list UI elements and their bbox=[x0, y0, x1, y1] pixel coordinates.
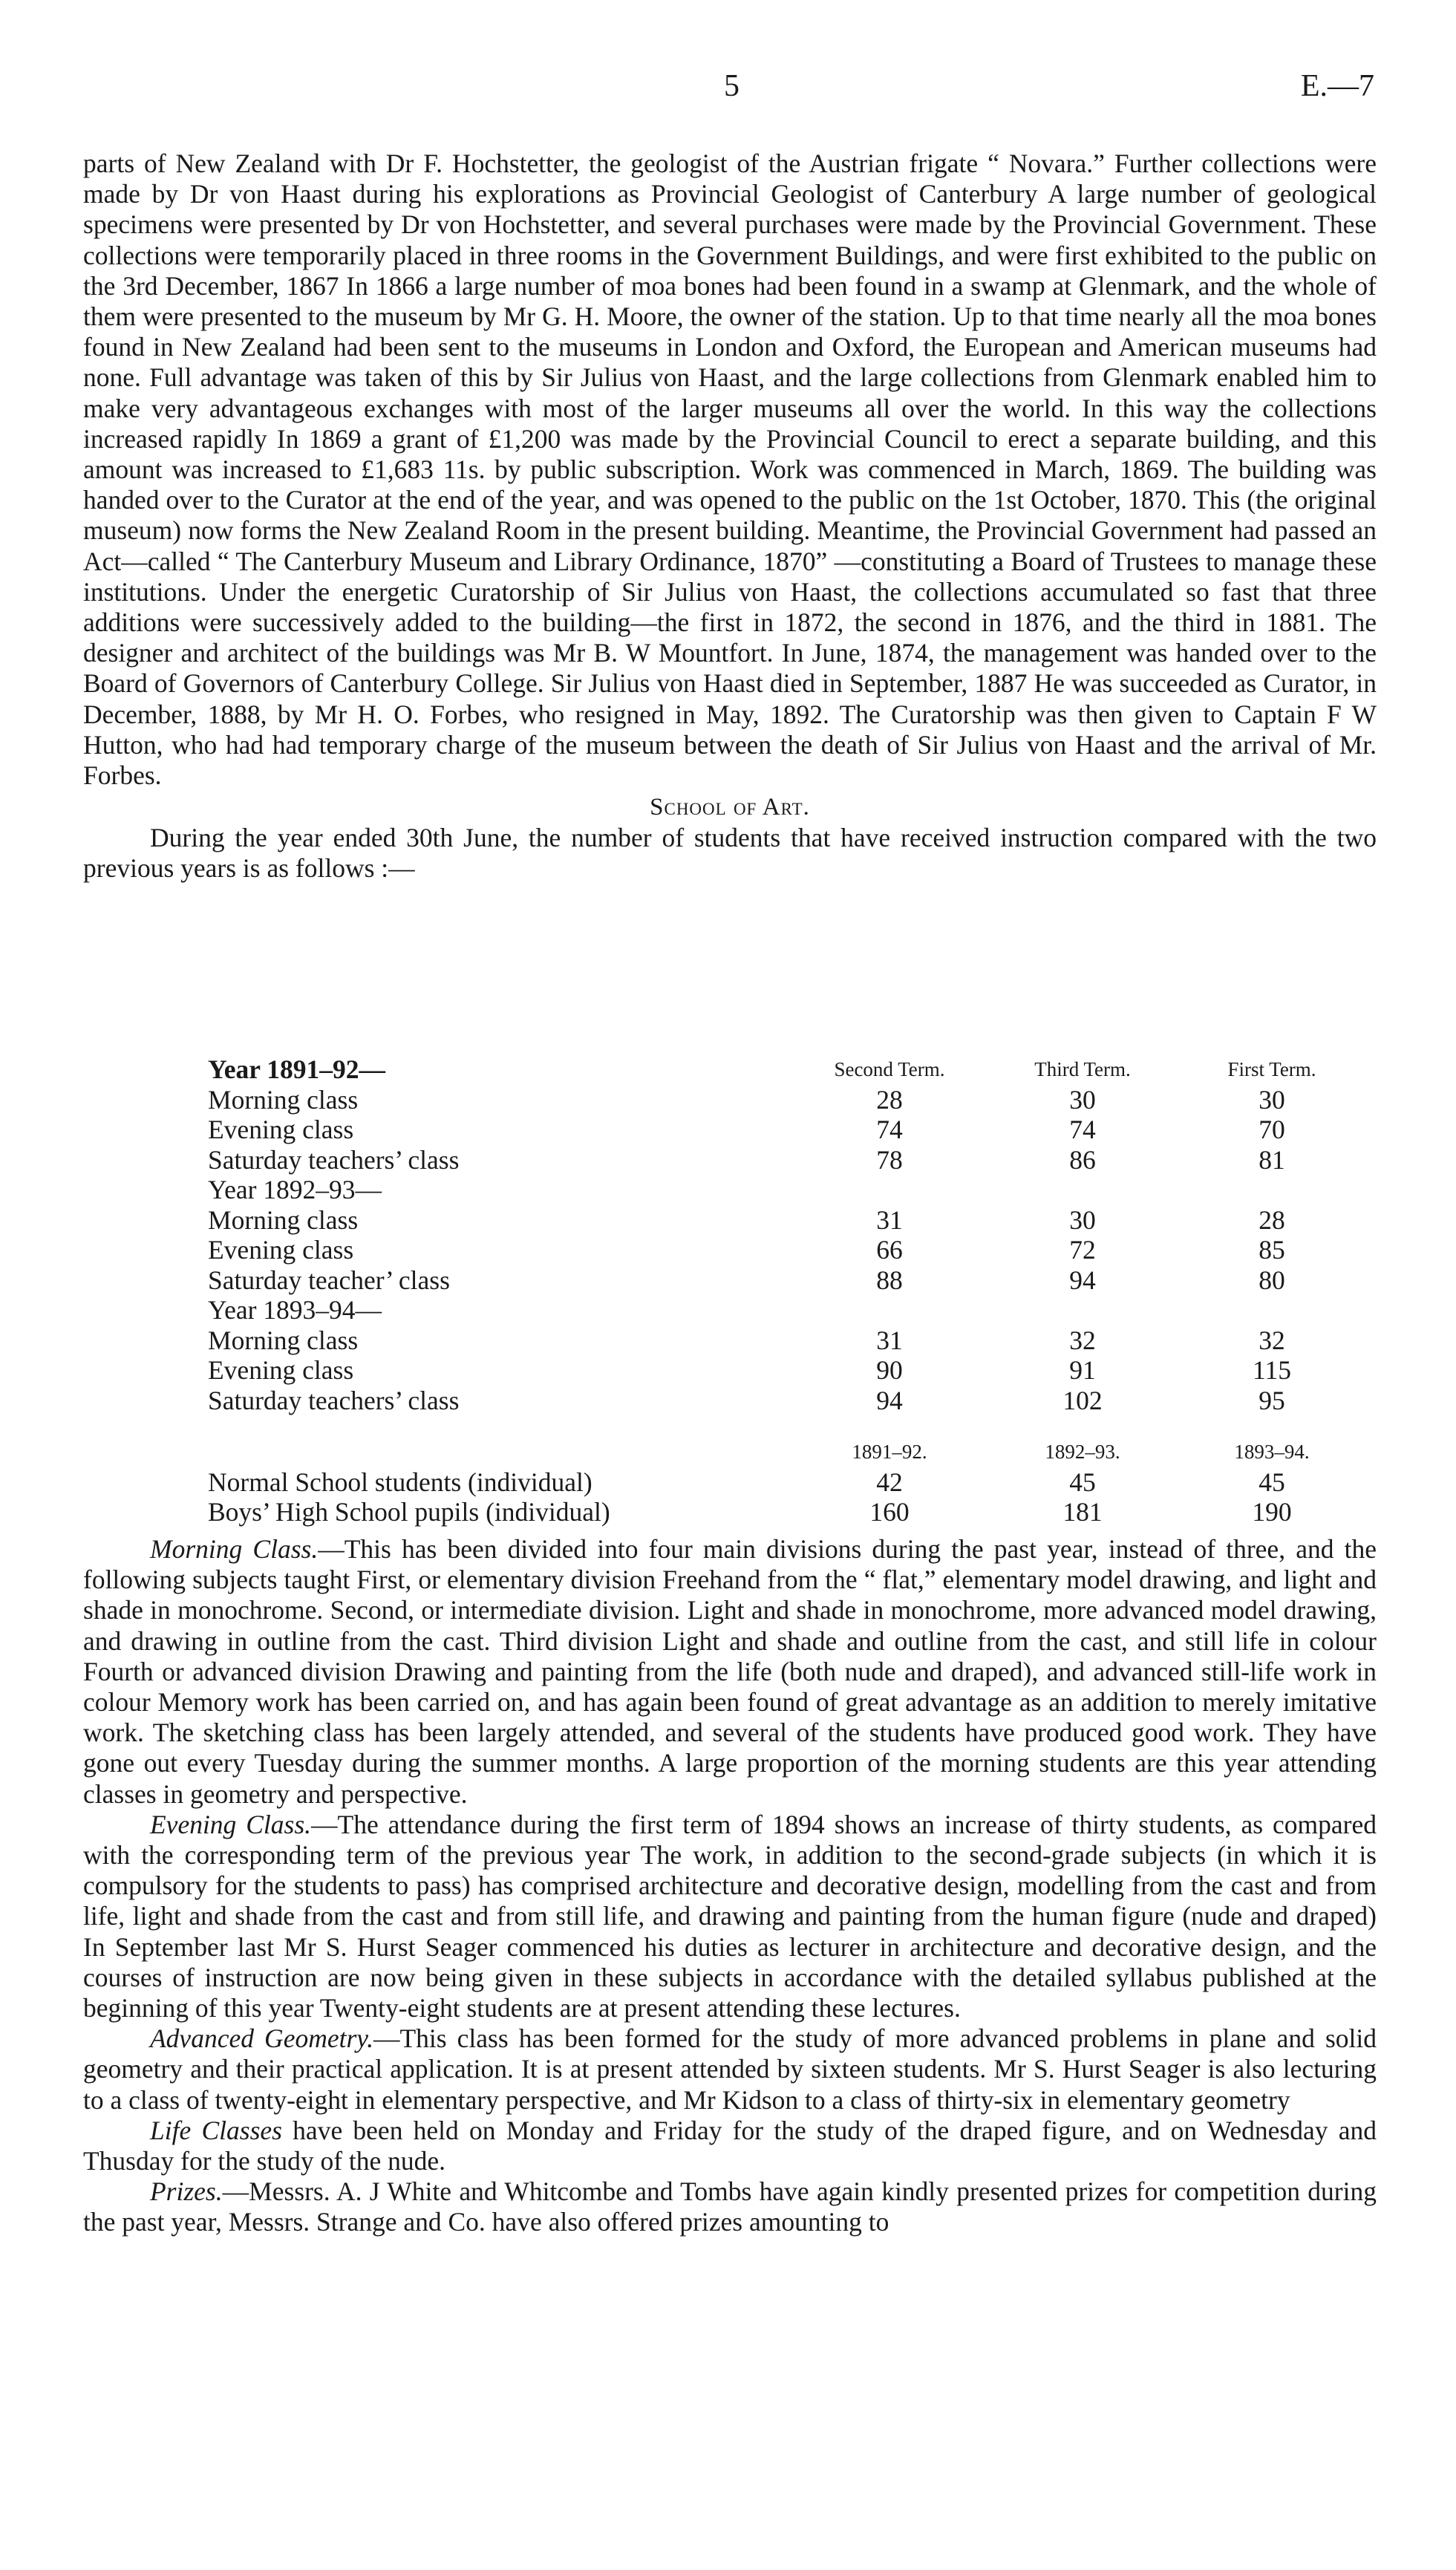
evening-class-text: —The attendance during the first term of 1894 shows an increase of thirty students, as compared with the corresponding term of the previous year The work, in addition to the second-grade subjects (in which it is compulsory for the students to pass) has comprised architecture and decorative design, modelling from the cast and from life, light and shade from the cast and from still life, and drawing and painting from the human figure (nude and draped) In September last Mr S. Hurst Seager commenced his duties as lecturer in architecture and decorative design, and the courses of instruction are now being given in these subjects in accordance with the detailed syllabus published at the beginning of this year Twenty-eight students are at present attending these lectures. bbox=[83, 1809, 1377, 2023]
prizes-text: —Messrs. A. J White and Whitcombe and Tombs have again kindly presented prizes for competition during the past year, Messrs. Strange and Co. have also offered prizes amounting to bbox=[83, 2176, 1377, 2237]
cell: 28 bbox=[1259, 1204, 1285, 1235]
cell: 31 bbox=[876, 1325, 903, 1355]
section-heading: School of Art. bbox=[650, 794, 810, 821]
cell: 88 bbox=[876, 1265, 903, 1295]
cell: 30 bbox=[1069, 1084, 1096, 1115]
advanced-geometry-text: —This class has been formed for the study of more advanced problems in plane and solid geometry and their practical application. It is at present attended by sixteen students. Mr S. Hurst Seager is also lecturing to a class of twenty-eight in elementary perspective, and Mr Kidson to a class of thirty-six in elementary geometry bbox=[83, 2023, 1377, 2115]
table-row bbox=[208, 1497, 1365, 1527]
cell: 31 bbox=[876, 1204, 903, 1235]
row-label: Evening class bbox=[208, 1115, 354, 1144]
cell: 91 bbox=[1069, 1355, 1096, 1385]
row-label: Evening class bbox=[208, 1355, 354, 1385]
cell: 94 bbox=[876, 1385, 903, 1415]
cell: 72 bbox=[1069, 1235, 1096, 1265]
individual-students-table bbox=[208, 1437, 1365, 1527]
cell: 181 bbox=[1062, 1497, 1103, 1527]
table-header-row bbox=[208, 1437, 1365, 1467]
table-row bbox=[208, 1205, 1365, 1236]
life-classes-paragraph bbox=[83, 2116, 1377, 2176]
row-label: Saturday teacher’ class bbox=[208, 1265, 450, 1295]
prizes-title: Prizes. bbox=[150, 2176, 223, 2207]
morning-class-title: Morning Class. bbox=[150, 1534, 319, 1564]
cell: 102 bbox=[1062, 1385, 1103, 1415]
table-row bbox=[208, 1355, 1365, 1386]
cell: 190 bbox=[1252, 1497, 1292, 1527]
table-row bbox=[208, 1235, 1365, 1265]
cell: 74 bbox=[876, 1115, 903, 1144]
table-row bbox=[208, 1145, 1365, 1175]
prizes-paragraph bbox=[83, 2176, 1377, 2237]
document-code: E.—7 bbox=[1300, 69, 1374, 103]
cell: 30 bbox=[1069, 1204, 1096, 1235]
lower-text-block bbox=[83, 1534, 1377, 2238]
advanced-geometry-title: Advanced Geometry. bbox=[150, 2023, 373, 2054]
column-header: Third Term. bbox=[1034, 1058, 1131, 1080]
cell: 115 bbox=[1253, 1355, 1291, 1385]
cell: 81 bbox=[1259, 1144, 1285, 1175]
cell: 45 bbox=[1069, 1467, 1096, 1497]
cell: 86 bbox=[1069, 1144, 1096, 1175]
cell: 74 bbox=[1069, 1115, 1096, 1144]
table-row-label: Year 1891–92— bbox=[208, 1054, 385, 1084]
column-header: Second Term. bbox=[834, 1058, 945, 1080]
table-row bbox=[208, 1386, 1365, 1416]
table-row bbox=[208, 1467, 1365, 1498]
table-header-row bbox=[208, 1054, 1365, 1085]
cell: 80 bbox=[1259, 1265, 1285, 1295]
cell: 32 bbox=[1069, 1325, 1096, 1355]
row-label: Evening class bbox=[208, 1235, 354, 1265]
evening-class-paragraph bbox=[83, 1810, 1377, 2023]
year-label: Year 1892–93— bbox=[208, 1175, 382, 1204]
cell: 70 bbox=[1259, 1115, 1285, 1144]
row-label: Saturday teachers’ class bbox=[208, 1144, 460, 1175]
column-header: 1893–94. bbox=[1234, 1441, 1310, 1463]
row-label: Saturday teachers’ class bbox=[208, 1385, 460, 1415]
life-classes-title: Life Classes bbox=[150, 2115, 282, 2145]
museum-history-paragraph: parts of New Zealand with Dr F. Hochstetter, the geologist of the Austrian frigate “ Novara.” Further collections were made by Dr von Haast during his explorations as Provincial Geologist of Canterbury A large number of geological specimens were presented by Dr von Hochstetter, and several purchases were made by the Provincial Government. These collections were temporarily placed in three rooms in the Government Buildings, and were first exhibited to the public on the 3rd December, 1867 In 1866 a large number of moa bones had been found in a swamp at Glenmark, and the whole of them were presented to the museum by Mr G. H. Moore, the owner of the station. Up to that time nearly all the moa bones found in New Zealand had been sent to the museums in London and Oxford, the European and American museums had none. Full advantage was taken of this by Sir Julius von Haast, and the large collections from Glenmark enabled him to make very advantageous exchanges with most of the larger museums all over the world. In this way the collections increased rapidly In 1869 a grant of £1,200 was made by the Provincial Council to erect a separate building, and this amount was increased to £1,683 11s. by public subscription. Work was commenced in March, 1869. The building was handed over to the Curator at the end of the year, and was opened to the public on the 1st October, 1870. This (the original museum) now forms the New Zealand Room in the present building. Meantime, the Provincial Government had passed an Act—called “ The Canterbury Museum and Library Ordinance, 1870” —constituting a Board of Trustees to manage these institutions. Under the energetic Curatorship of Sir Julius von Haast, the collections accumulated so fast that three additions were successively added to the building—the first in 1872, the second in 1876, and the third in 1881. The designer and architect of the buildings was Mr B. W Mountfort. In June, 1874, the management was handed over to the Board of Governors of Canterbury College. Sir Julius von Haast died in September, 1887 He was succeeded as Curator, in December, 1888, by Mr H. O. Forbes, who resigned in May, 1892. The Curatorship was then given to Captain F W Hutton, who had had temporary charge of the museum between the death of Sir Julius von Haast and the arrival of Mr. Forbes. bbox=[83, 149, 1377, 791]
cell: 66 bbox=[876, 1235, 903, 1265]
row-label: Normal School students (individual) bbox=[208, 1467, 592, 1497]
upper-text-block bbox=[83, 149, 1377, 884]
morning-class-paragraph bbox=[83, 1534, 1377, 1810]
year-label: Year 1893–94— bbox=[208, 1295, 382, 1325]
cell: 30 bbox=[1259, 1084, 1285, 1115]
cell: 32 bbox=[1259, 1325, 1285, 1355]
morning-class-text: —This has been divided into four main divisions during the past year, instead of three, and the following subjects taught First, or elementary division Freehand from the “ flat,” elementary model drawing, and light and shade in monochrome. Second, or intermediate division. Light and shade in monochrome, more advanced model drawing, and drawing in outline from the cast. Third division Light and shade and outline from the cast, and still life in colour Fourth or advanced division Drawing and painting from the life (both nude and draped), and advanced still-life work in colour Memory work has been carried on, and has again been found of great advantage as an addition to merely imitative work. The sketching class has been largely attended, and several of the students have produced good work. They have gone out every Tuesday during the summer months. A large proportion of the morning students are this year attending classes in geometry and perspective. bbox=[83, 1534, 1377, 1809]
table-row bbox=[208, 1325, 1365, 1356]
cell: 42 bbox=[876, 1467, 903, 1497]
column-header: 1892–93. bbox=[1045, 1441, 1120, 1463]
page-number: 5 bbox=[724, 69, 740, 103]
table-row bbox=[208, 1085, 1365, 1115]
intro-paragraph: During the year ended 30th June, the number of students that have received instruction compared with the two previous years is as follows :— bbox=[83, 823, 1377, 884]
column-header: First Term. bbox=[1227, 1058, 1316, 1080]
cell: 45 bbox=[1259, 1467, 1285, 1497]
cell: 94 bbox=[1069, 1265, 1096, 1295]
cell: 160 bbox=[869, 1497, 910, 1527]
table-row bbox=[208, 1265, 1365, 1296]
cell: 85 bbox=[1259, 1235, 1285, 1265]
attendance-table bbox=[208, 1054, 1365, 1415]
blank-header bbox=[208, 1437, 793, 1467]
row-label: Boys’ High School pupils (individual) bbox=[208, 1497, 610, 1527]
row-label: Morning class bbox=[208, 1204, 359, 1235]
row-label: Morning class bbox=[208, 1084, 359, 1115]
evening-class-title: Evening Class. bbox=[150, 1809, 312, 1839]
row-label: Morning class bbox=[208, 1325, 359, 1355]
table-group-row bbox=[208, 1295, 1365, 1325]
table-group-row bbox=[208, 1175, 1365, 1205]
cell: 78 bbox=[876, 1144, 903, 1175]
life-classes-text: have been held on Monday and Friday for the study of the draped figure, and on Wednesday and Thusday for the study of the nude. bbox=[83, 2115, 1377, 2176]
cell: 95 bbox=[1259, 1385, 1285, 1415]
cell: 28 bbox=[876, 1084, 903, 1115]
table-row bbox=[208, 1115, 1365, 1145]
column-header: 1891–92. bbox=[852, 1441, 927, 1463]
advanced-geometry-paragraph bbox=[83, 2023, 1377, 2116]
cell: 90 bbox=[876, 1355, 903, 1385]
